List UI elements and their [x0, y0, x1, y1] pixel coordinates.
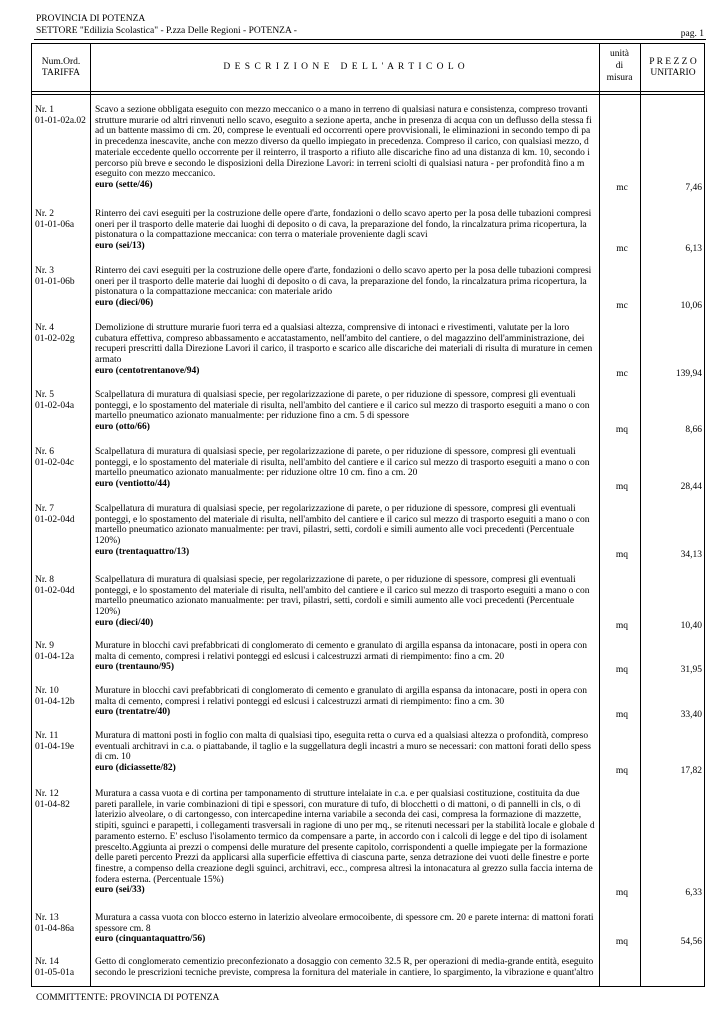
- item-nr: Nr. 4: [35, 323, 54, 333]
- item-number: [35, 266, 95, 287]
- description-line: delle pareti percento Prezzi da applicarsi alla superficie effettiva di ciascuna parte, senza detrazione dei vuoti delle finestre e porte: [95, 853, 590, 864]
- description-line: stipiti, sguinci e parapetti, i collegamenti trasversali in ragione di uno per mq., se ritenuti necessari per la stabilità locale e globale d: [95, 821, 595, 832]
- item-number: [35, 575, 95, 596]
- col-num-header-1: Num.Ord.: [41, 57, 81, 67]
- description-line: martello pneumatico azionato manualmente: per travi, pilastri, setti, cordoli e simili aumento alle voci precedenti (Percentuale: [95, 596, 575, 607]
- col-description-header: D E S C R I Z I O N E D E L L ' A R T I C O L O: [223, 62, 466, 72]
- price-in-words: euro (dieci/40): [95, 617, 154, 628]
- description-line: Muratura a cassa vuota e di cortina per tamponamento di strutture intelaiate in c.a. e per qualsiasi costituzione, costituita da due: [95, 789, 580, 799]
- item-description: [95, 323, 600, 377]
- item-unit: mq: [615, 482, 629, 493]
- col-price-header-1: P R E Z Z O: [649, 57, 697, 67]
- page-number: pag. 1: [680, 29, 704, 39]
- description-line: ponteggi, e lo spostamento del materiale di risulta, nell'ambito del cantiere e il carico sul mezzo di trasporto eseguiti a mano o con: [95, 514, 590, 525]
- item-price: 54,56: [680, 937, 702, 948]
- description-line: pistonatura o la compattazione meccanica: con materiale arido: [95, 287, 333, 298]
- description-line: in precedenza inescavite, anche con mezzo diverso da quello impiegato in precedenza. Compreso il carico, con qualsiasi mezzo, d: [95, 137, 589, 148]
- item-description: [95, 789, 600, 896]
- item-unit: mq: [615, 549, 629, 560]
- item-nr: Nr. 7: [35, 504, 54, 514]
- item-price: 10,06: [680, 301, 702, 312]
- item-description: [95, 641, 600, 673]
- header-line-1: PROVINCIA DI POTENZA: [36, 14, 146, 24]
- item-number: [35, 913, 95, 934]
- col-num-header-2: TARIFFA: [41, 68, 81, 78]
- description-line: cubatura effettiva, compreso abbassamento e accatastamento, nell'ambito del cantiere, o del magazzino dell'amministrazione, dei: [95, 333, 585, 344]
- description-line: 120%): [95, 536, 121, 547]
- description-line: Rinterro dei cavi eseguiti per la costruzione delle opere d'arte, fondazioni o dello scavo aperto per la posa delle tubazioni compresi: [95, 209, 592, 219]
- item-nr: Nr. 8: [35, 575, 54, 585]
- item-number: [35, 731, 95, 752]
- item-description: [95, 390, 600, 433]
- price-in-words: euro (dieci/06): [95, 298, 154, 309]
- description-line: secondo le prescrizioni tecniche previste, compresa la fornitura del materiale in cantiere, lo spargimento, la vibrazione e quant'altro: [95, 967, 594, 978]
- item-unit: mq: [615, 620, 629, 631]
- description-line: paramento esterno. E' escluso l'isolamento termico da compensare a parte, in accordo con i calcoli di legge e del tipo di isolament: [95, 831, 588, 842]
- description-line: Scavo a sezione obbligata eseguito con mezzo meccanico o a mano in terreno di qualsiasi natura e consistenza, compreso trovanti: [95, 105, 588, 115]
- item-unit: mq: [615, 665, 629, 676]
- col-unit-header-2: di: [615, 61, 624, 71]
- description-line: strutture murarie od altri rinvenuti nello scavo, eseguito a sezione aperta, anche in presenza di acqua con un deflusso della stessa fi: [95, 115, 592, 126]
- item-code: 01-04-19e: [35, 741, 75, 752]
- item-number: [35, 641, 95, 662]
- description-line: ad un battente massimo di cm. 20, comprese le eventuali ed occorrenti opere provvisionali, le eliminazioni in secondo tempo di pa: [95, 126, 591, 137]
- description-line: eventuali architravi in c.a. o piattabande, il taglio e la suggellatura degli incastri a muro se necessari: con mattoni forati dello spess: [95, 741, 591, 752]
- item-number: [35, 789, 95, 810]
- item-nr: Nr. 14: [35, 957, 59, 967]
- description-line: Scalpellatura di muratura di qualsiasi specie, per regolarizzazione di parete, o per riduzione di spessore, compresi gli eventuali: [95, 390, 576, 400]
- price-in-words: euro (sei/13): [95, 241, 145, 252]
- col-unit-header-3: misura: [606, 73, 633, 83]
- item-number: [35, 686, 95, 707]
- item-description: [95, 504, 600, 558]
- item-nr: Nr. 2: [35, 209, 54, 219]
- item-number: [35, 323, 95, 344]
- description-line: prescelto.Aggiunta ai prezzi o compensi delle murature del presente capitolo, corrispondenti a quelle impiegate per la formazione: [95, 842, 588, 853]
- item-nr: Nr. 3: [35, 266, 54, 276]
- description-line: Demolizione di strutture murarie fuori terra ed a qualsiasi altezza, comprensive di intonaci e rivestimenti, valutate per la loro: [95, 323, 570, 333]
- item-description: [95, 686, 600, 718]
- description-line: malta di cemento, compresi i relativi ponteggi ed eslcusi i calcestruzzi armati di riempimento: fino a cm. 20: [95, 651, 505, 662]
- item-description: [95, 266, 600, 309]
- description-line: laterizio alveolare, o di cartongesso, con intercapedine interna variabile a seconda dei casi, compresa la formazione di mazzette,: [95, 810, 582, 821]
- price-in-words: euro (trentauno/95): [95, 662, 175, 673]
- description-line: pistonatura o la compattazione meccanica: con terra o materiale proveniente dagli scavi: [95, 230, 428, 241]
- description-line: percorso più breve e secondo le disposizioni della Direzione Lavori: in terreni sciolti di qualsiasi natura - per profondità fino a m: [95, 158, 585, 169]
- item-price: 139,94: [675, 368, 702, 379]
- item-unit: mq: [615, 425, 629, 436]
- col-price-header-2: UNITARIO: [650, 68, 696, 78]
- column-header-double-rule: [32, 94, 704, 95]
- item-price: 31,95: [680, 665, 702, 676]
- item-price: 8,66: [685, 425, 702, 436]
- price-in-words: euro (cinquantaquattro/56): [95, 934, 206, 945]
- description-line: Getto di conglomerato cementizio preconfezionato a dosaggio con cemento 32.5 R, per operazioni di media-grande entità, eseguito: [95, 957, 594, 967]
- item-nr: Nr. 6: [35, 447, 54, 457]
- item-nr: Nr. 9: [35, 641, 54, 651]
- item-nr: Nr. 13: [35, 913, 59, 923]
- price-in-words: euro (centotrentanove/94): [95, 365, 200, 376]
- price-in-words: euro (sette/46): [95, 179, 153, 190]
- item-unit: mc: [616, 368, 628, 379]
- description-line: ponteggi, e lo spostamento del materiale di risulta, nell'ambito del cantiere e il carico sul mezzo di trasporto eseguiti a mano o con: [95, 400, 590, 411]
- description-line: ponteggi, e lo spostamento del materiale di risulta, nell'ambito del cantiere e il carico sul mezzo di trasporto eseguiti a mano o con: [95, 585, 590, 596]
- item-unit: mc: [616, 182, 628, 193]
- item-nr: Nr. 12: [35, 789, 59, 799]
- description-line: ponteggi, e lo spostamento del materiale di risulta, nell'ambito del cantiere e il carico sul mezzo di trasporto eseguiti a mano o con: [95, 457, 590, 468]
- description-line: oneri per il trasporto delle materie dai luoghi di deposito o di cava, la preparazione del fondo, la rincalzatura prima ricopertura, la: [95, 276, 587, 287]
- item-price: 10,40: [680, 620, 702, 631]
- item-code: 01-02-04a: [35, 400, 75, 411]
- item-description: [95, 957, 600, 978]
- description-line: Scalpellatura di muratura di qualsiasi specie, per regolarizzazione di parete, o per riduzione di spessore, compresi gli eventuali: [95, 504, 576, 514]
- item-nr: Nr. 11: [35, 731, 59, 741]
- item-price: 17,82: [680, 766, 702, 777]
- description-line: materiale eccedente quello occorrente per il reinterro, il trasporto a rifiuto alle discariche fino ad una distanza di km. 10, secondo i: [95, 147, 590, 158]
- description-line: Murature in blocchi cavi prefabbricati di conglomerato di cemento e granulato di argilla espansa da intonacare, posti in opera con: [95, 686, 588, 696]
- description-line: eseguito con mezzo meccanico.: [95, 169, 216, 180]
- item-unit: mc: [616, 244, 628, 255]
- description-line: pareti parallele, in varie combinazioni di tipi e spessori, con murature di tufo, di blocchetti o di mattoni, o di pannelli in cls, o di: [95, 799, 581, 810]
- item-unit: mq: [615, 937, 629, 948]
- item-code: 01-01-02a.02: [35, 115, 86, 126]
- description-line: martello pneumatico azionato manualmente: per riduzione fino a cm. 5 di spessore: [95, 411, 409, 422]
- footer-committente: COMMITTENTE: PROVINCIA DI POTENZA: [36, 993, 220, 1003]
- item-number: [35, 504, 95, 525]
- description-line: Muratura a cassa vuota con blocco esterno in laterizio alveolare ermocoibente, di spessore cm. 20 e parete interna: di mattoni forati: [95, 913, 594, 923]
- item-code: 01-05-01a: [35, 967, 75, 978]
- description-line: armato: [95, 355, 122, 366]
- header-divider: [34, 39, 706, 40]
- item-description: [95, 575, 600, 629]
- price-in-words: euro (trentatre/40): [95, 707, 171, 718]
- description-line: Murature in blocchi cavi prefabbricati di conglomerato di cemento e granulato di argilla espansa da intonacare, posti in opera con: [95, 641, 588, 651]
- item-description: [95, 105, 600, 191]
- price-list-table: [31, 43, 705, 987]
- description-line: Rinterro dei cavi eseguiti per la costruzione delle opere d'arte, fondazioni o dello scavo aperto per la posa delle tubazioni compresi: [95, 266, 592, 276]
- item-code: 01-04-86a: [35, 923, 75, 934]
- item-description: [95, 731, 600, 774]
- price-in-words: euro (sei/33): [95, 885, 145, 896]
- description-line: martello pneumatico azionato manualmente: per travi, pilastri, setti, cordoli e simili aumento alle voci precedenti (Percentuale: [95, 525, 575, 536]
- description-line: di cm. 10: [95, 752, 131, 763]
- item-number: [35, 957, 95, 978]
- item-code: 01-02-04c: [35, 457, 75, 468]
- item-code: 01-02-04d: [35, 585, 75, 596]
- description-line: oneri per il trasporto delle materie dai luoghi di deposito o di cava, la preparazione del fondo, la rincalzatura prima ricopertura, la: [95, 219, 587, 230]
- description-line: finestre, a compenso della creazione degli sguinci, architravi, ecc., compresa altresì la intonacatura al grezzo sulla faccia interna de: [95, 863, 593, 874]
- item-number: [35, 105, 95, 126]
- item-unit: mq: [615, 888, 629, 899]
- description-line: Scalpellatura di muratura di qualsiasi specie, per regolarizzazione di parete, o per riduzione di spessore, compresi gli eventuali: [95, 447, 576, 457]
- item-unit: mq: [615, 766, 629, 777]
- item-nr: Nr. 1: [35, 105, 54, 115]
- item-description: [95, 209, 600, 252]
- item-code: 01-02-02g: [35, 333, 75, 344]
- item-nr: Nr. 5: [35, 390, 54, 400]
- item-unit: mq: [615, 710, 629, 721]
- item-price: 6,13: [685, 244, 702, 255]
- item-number: [35, 209, 95, 230]
- item-price: 28,44: [680, 482, 702, 493]
- description-line: fodera esterna. (Percentuale 15%): [95, 874, 224, 885]
- col-unit-header-1: unità: [610, 49, 629, 59]
- item-code: 01-01-06b: [35, 276, 75, 287]
- item-code: 01-04-82: [35, 799, 70, 810]
- item-number: [35, 390, 95, 411]
- item-price: 7,46: [685, 182, 702, 193]
- header-line-2: SETTORE "Edilizia Scolastica" - P.zza Delle Regioni - POTENZA -: [36, 26, 297, 36]
- description-line: recuperi prescritti dalla Direzione Lavori il carico, il trasporto e scarico alle discariche dei materiali di risulta di murature in cemen: [95, 344, 593, 355]
- description-line: martello pneumatico azionato manualmente: per riduzione oltre 10 cm. fino a cm. 20: [95, 468, 418, 479]
- item-description: [95, 447, 600, 490]
- description-line: 120%): [95, 607, 121, 618]
- item-code: 01-04-12b: [35, 696, 75, 707]
- item-code: 01-02-04d: [35, 514, 75, 525]
- description-line: spessore cm. 8: [95, 923, 151, 934]
- item-unit: mc: [616, 301, 628, 312]
- item-price: 34,13: [680, 549, 702, 560]
- price-in-words: euro (otto/66): [95, 422, 150, 433]
- price-in-words: euro (trentaquattro/13): [95, 546, 190, 557]
- price-in-words: euro (diciassette/82): [95, 763, 176, 774]
- description-line: Muratura di mattoni posti in foglio con malta di qualsiasi tipo, eseguita retta o curva ed a qualsiasi altezza o profondità, compreso: [95, 731, 589, 741]
- price-in-words: euro (ventiotto/44): [95, 479, 171, 490]
- item-code: 01-04-12a: [35, 651, 75, 662]
- description-line: Scalpellatura di muratura di qualsiasi specie, per regolarizzazione di parete, o per riduzione di spessore, compresi gli eventuali: [95, 575, 576, 585]
- item-code: 01-01-06a: [35, 219, 75, 230]
- item-price: 6,33: [685, 888, 702, 899]
- item-price: 33,40: [680, 710, 702, 721]
- item-number: [35, 447, 95, 468]
- item-description: [95, 913, 600, 945]
- description-line: malta di cemento, compresi i relativi ponteggi ed eslcusi i calcestruzzi armati di riempimento: fino a cm. 30: [95, 696, 505, 707]
- item-nr: Nr. 10: [35, 686, 59, 696]
